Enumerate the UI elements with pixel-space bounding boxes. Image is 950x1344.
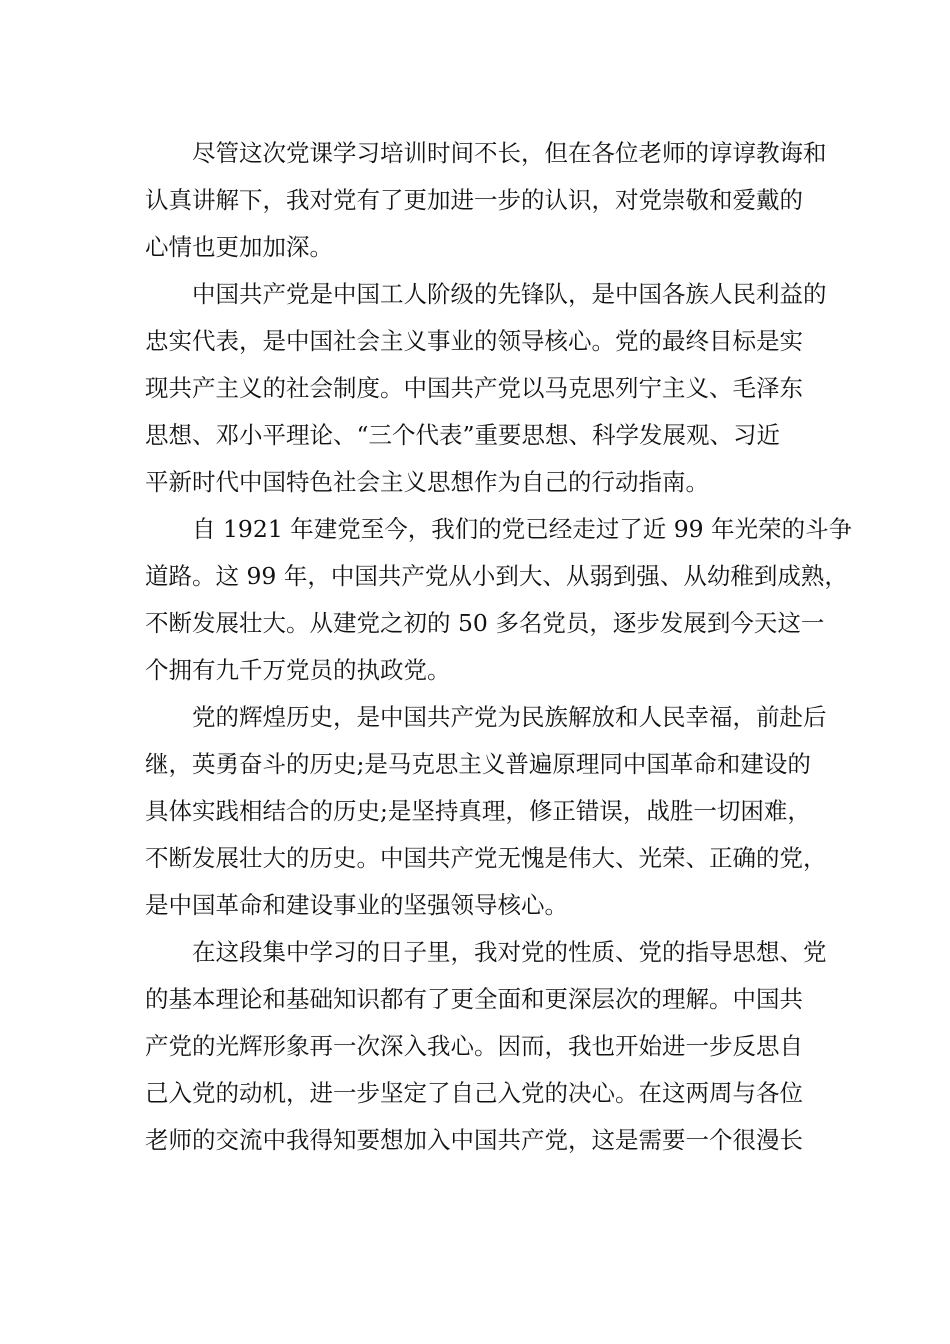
text-line: 党的辉煌历史，是中国共产党为民族解放和人民幸福，前赴后 (145, 703, 827, 731)
text-line: 尽管这次党课学习培训时间不长，但在各位老师的谆谆教诲和 (145, 139, 827, 167)
text-line: 个拥有九千万党员的执政党。 (145, 656, 451, 684)
paragraph-1 (145, 130, 827, 271)
text-line: 不断发展壮大。从建党之初的 50 多名党员，逐步发展到今天这一 (145, 609, 825, 637)
paragraph-2 (145, 271, 827, 506)
text-line: 思想、邓小平理论、“三个代表”重要思想、科学发展观、习近 (145, 421, 781, 449)
text-line: 认真讲解下，我对党有了更加进一步的认识，对党崇敬和爱戴的 (145, 186, 803, 214)
text-line: 的基本理论和基础知识都有了更全面和更深层次的理解。中国共 (145, 985, 803, 1013)
document-body (145, 130, 853, 1164)
text-line: 平新时代中国特色社会主义思想作为自己的行动指南。 (145, 468, 709, 496)
text-line: 产党的光辉形象再一次深入我心。因而，我也开始进一步反思自 (145, 1032, 803, 1060)
text-line: 具体实践相结合的历史;是坚持真理，修正错误，战胜一切困难， (145, 797, 811, 825)
text-line: 己入党的动机，进一步坚定了自己入党的决心。在这两周与各位 (145, 1079, 803, 1107)
text-line: 是中国革命和建设事业的坚强领导核心。 (145, 891, 568, 919)
paragraph-3 (145, 506, 853, 694)
text-line: 自 1921 年建党至今，我们的党已经走过了近 99 年光荣的斗争 (145, 515, 853, 543)
text-line: 心情也更加加深。 (145, 233, 333, 261)
text-line: 道路。这 99 年，中国共产党从小到大、从弱到强、从幼稚到成熟， (145, 562, 848, 590)
text-line: 忠实代表，是中国社会主义事业的领导核心。党的最终目标是实 (145, 327, 803, 355)
text-line: 中国共产党是中国工人阶级的先锋队，是中国各族人民利益的 (145, 280, 827, 308)
text-line: 继，英勇奋斗的历史;是马克思主义普遍原理同中国革命和建设的 (145, 750, 811, 778)
text-line: 现共产主义的社会制度。中国共产党以马克思列宁主义、毛泽东 (145, 374, 803, 402)
paragraph-5 (145, 929, 827, 1164)
text-line: 老师的交流中我得知要想加入中国共产党，这是需要一个很漫长 (145, 1126, 803, 1154)
paragraph-4 (145, 694, 827, 929)
text-line: 不断发展壮大的历史。中国共产党无愧是伟大、光荣、正确的党， (145, 844, 827, 872)
text-line: 在这段集中学习的日子里，我对党的性质、党的指导思想、党 (145, 938, 827, 966)
